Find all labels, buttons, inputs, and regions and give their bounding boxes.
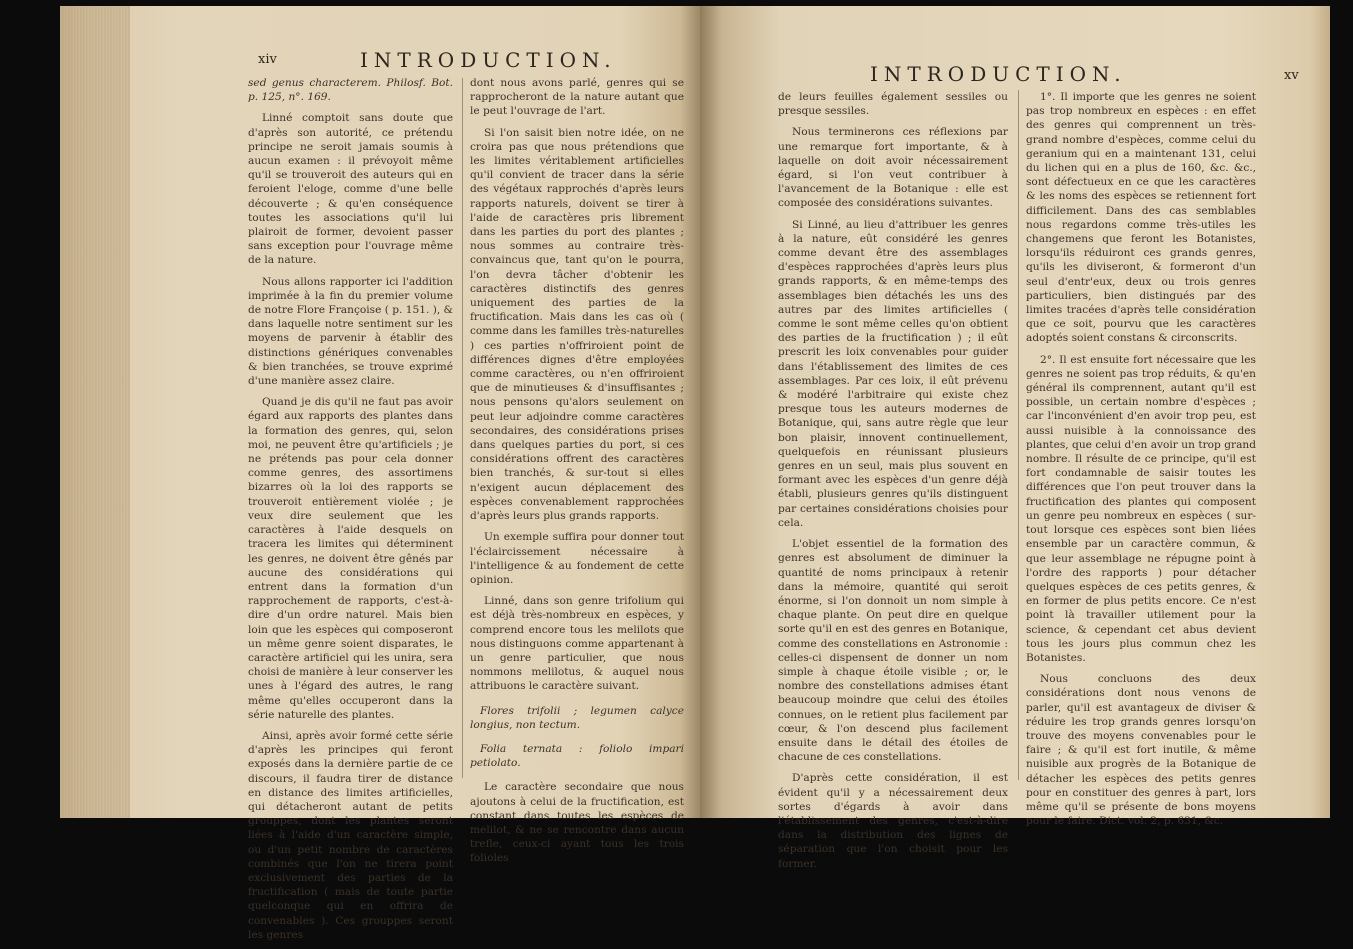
paragraph: Linné, dans son genre trifolium qui est déjà très-nombreux en espèces, y comprend encore tous les melilots que nous distinguons comme appartenant à un genre particulier, que nous nommons melilotus, & auquel nous attribuons le caractère suivant. [470, 595, 684, 693]
paragraph: Nous terminerons ces réflexions par une remarque fort importante, & à laquelle on doit avoir nécessairement égard, si l'on veut contribuer à l'avancement de la Botanique : elle est composée des considérations suivantes. [778, 126, 1008, 210]
paragraph: Si l'on saisit bien notre idée, on ne croira pas que nous prétendions que les limites véritablement artificielles qu'il convient de tracer dans la série des végétaux rapprochés d'après leurs rapports naturels, doivent se tirer à l'aide de caractères pris librement dans les parties du port des plantes ; nous sommes au contraire très-convaincus que, tant qu'on le pourra, l'on devra tâcher d'obtenir les caractères distinctifs des genres uniquement des parties de la fructification. Mais dans les cas où ( comme dans les familles très-naturelles ) ces parties n'offriroient point de différences dignes d'être employées comme caractères, ou n'en offriroient que de minutieuses & d'insuffisantes ; nous pensons qu'alors seulement on peut leur adjoindre comme caractères secondaires, des considérations prises dans quelques parties du port, si ces considérations offrent des caractères bien tranchés, & sur-tout si elles n'exigent aucun déplacement des espèces convenablement rapprochées d'après leurs plus grands rapports. [470, 126, 684, 523]
page-edges [60, 6, 130, 818]
paragraph: Linné comptoit sans doute que d'après son autorité, ce prétendu principe ne seroit jamais soumis à aucun examen : il prévoyoit même qu'il se trouveroit des auteurs qui en feroient l'eloge, comme d'une belle découverte ; & qu'en conséquence toutes les associations qu'il lui plairoit de former, devoient passer sans exception pour l'ouvrage même de la nature. [248, 112, 453, 267]
page-number-right: xv [1284, 68, 1299, 83]
paragraph: D'après cette considération, il est évident qu'il y a nécessairement deux sortes d'égards à avoir dans l'établissement des genres, c'est-à-dire dans la distribution des lignes de séparation que l'on choisit pour les former. [778, 772, 1008, 870]
open-book [60, 6, 1330, 941]
left-column-2 [470, 76, 684, 873]
paragraph: 2°. Il est ensuite fort nécessaire que les genres ne soient pas trop réduits, & qu'en général ils comprennent, autant qu'il est possible, un certain nombre d'espèces ; car l'inconvénient d'en avoir trop peu, est aussi nuisible à la connoissance des plantes, que celui d'en avoir un trop grand nombre. Il résulte de ce principe, qu'il est fort condamnable de saisir toutes les différences que l'on peut trouver dans la fructification des plantes qui composent un genre peu nombreux en espèces ( sur-tout lorsque ces espèces sont bien liées ensemble par un caractère commun, & que leur assemblage ne répugne point à l'ordre des rapports ) pour détacher quelques espèces de ces petits genres, & en former de plus petits encore. Ce n'est point là travailler utilement pour la science, & cependant cet abus devient tous les jours plus commun chez les Botanistes. [1026, 353, 1256, 664]
column-rule [1018, 90, 1019, 780]
paragraph: Nous allons rapporter ici l'addition imprimée à la fin du premier volume de notre Flore Françoise ( p. 151. ), & dans laquelle notre sentiment sur les moyens de parvenir à établir des distinctions génériques convenables & bien tranchées, se trouve exprimé d'une manière assez claire. [248, 275, 453, 388]
right-column-2 [1026, 90, 1256, 835]
running-header-right: INTRODUCTION. [870, 62, 1127, 86]
running-header-left: INTRODUCTION. [360, 48, 617, 72]
paragraph: Nous concluons des deux considérations dont nous venons de parler, qu'il est avantageux de diviser & réduire les trop grands genres lorsqu'on trouve des moyens convenables pour le faire ; & qu'il est fort inutile, & même nuisible aux progrès de la Botanique de détacher les espèces des petits genres pour en constituer des genres à part, lors même qu'il se présente de bons moyens pour le faire. Dict. vol. 2, p. 631, &c. [1026, 673, 1256, 828]
paragraph: Un exemple suffira pour donner tout l'éclaircissement nécessaire à l'intelligence & au fondement de cette opinion. [470, 531, 684, 586]
paragraph: de leurs feuilles également sessiles ou presque sessiles. [778, 91, 1008, 118]
latin-quote: Folia ternata : foliolo impari petiolato. [470, 742, 684, 770]
paragraph: sed genus characterem. Philosf. Bot. p. 125, n°. 169. [248, 77, 453, 104]
paragraph: Si Linné, au lieu d'attribuer les genres à la nature, eût considéré les genres comme devant être des assemblages d'espèces rapprochées d'après leurs plus grands rapports, & en même-temps des assemblages bien détachés les uns des autres par des limites artificielles ( comme le sont même celles qu'on obtient des parties de la fructification ) ; il eût prescrit les loix convenables pour guider dans l'établissement des limites de ces assemblages. Par ces loix, il eût prévenu & modéré l'arbitraire qui existe chez presque tous les auteurs modernes de Botanique, qui, sans autre règle que leur bon plaisir, innovent continuellement, quelquefois en réunissant plusieurs genres en un seul, mais plus souvent en formant avec les espèces d'un genre déjà établi, plusieurs genres qu'ils distinguent par certaines considérations choisies pour cela. [778, 218, 1008, 529]
right-page [700, 6, 1330, 870]
paragraph: L'objet essentiel de la formation des genres est absolument de diminuer la quantité de noms principaux à retenir dans la mémoire, quantité qui seroit énorme, si l'on donnoit un nom simple à chaque plante. On peut dire en quelque sorte qu'il en est des genres en Botanique, comme des constellations en Astronomie : celles-ci dispensent de donner un nom simple à chaque étoile visible ; or, le nombre des constellations admises étant beaucoup moindre que celui des étoiles connues, on le retient plus facilement par cœur, & l'on descend plus facilement ensuite dans le détail des étoiles de chacune de ces constellations. [778, 538, 1008, 764]
paragraph: Le caractère secondaire que nous ajoutons à celui de la fructification, est constant dans toutes les espèces de melilot, & ne se rencontre dans aucun trefle, ceux-ci ayant tous les trois folioles [470, 781, 684, 865]
paragraph: Ainsi, après avoir formé cette série d'après les principes qui feront exposés dans la dernière partie de ce discours, il faudra tirer de distance en distance des limites artificielles, qui détacheront autant de petits grouppes, dont les plantes seront liées à l'aide d'un caractère simple, ou d'un petit nombre de caractères combinés que l'on ne tirera point exclusivement des parties de la fructification ( mais de toute partie quelconque qui en offrira de convenables ). Ces grouppes seront les genres [248, 729, 453, 941]
column-rule [462, 78, 463, 778]
paragraph: 1°. Il importe que les genres ne soient pas trop nombreux en espèces : en effet des genres qui comprennent un très-grand nombre d'espèces, comme celui du geranium qui en a maintenant 131, celui du lichen qui en a plus de 160, &c. &c., sont défectueux en ce que les caractères & les noms des espèces se retiennent fort difficilement. Dans des cas semblables nous regardons comme très-utiles les changemens que feront les Botanistes, lorsqu'ils réduiront ces grands genres, qu'ils les diviseront, & formeront d'un seul d'entr'eux, deux ou trois genres particuliers, bien distingués par des limites tracées d'après telle considération que ce soit, pourvu que les caractères adoptés soient constans & circonscrits. [1026, 91, 1256, 345]
paragraph: dont nous avons parlé, genres qui se rapprocheront de la nature autant que le peut l'ouvrage de l'art. [470, 77, 684, 118]
right-column-1 [778, 90, 1008, 878]
latin-quote: Flores trifolii ; legumen calyce longius, non tectum. [470, 704, 684, 731]
paragraph: Quand je dis qu'il ne faut pas avoir égard aux rapports des plantes dans la formation des genres, qui, selon moi, ne peuvent être qu'artificiels ; je ne prétends pas pour cela donner comme genres, des assortimens bizarres où la loi des rapports se trouveroit entièrement violée ; je veux dire seulement que les caractères à l'aide desquels on tracera les limites qui déterminent les genres, ne doivent être gênés par aucune des considérations qui entrent dans la formation d'un rapprochement de rapports, c'est-à-dire d'un ordre naturel. Mais bien loin que les espèces qui composeront un même genre soient disparates, le caractère artificiel qui les unira, sera choisi de manière à leur conserver les unes à l'égard des autres, le rang même qu'elles occuperont dans la série naturelle des plantes. [248, 396, 453, 721]
left-column-1 [248, 76, 453, 949]
page-number-left: xiv [258, 52, 277, 67]
left-page [60, 6, 700, 941]
